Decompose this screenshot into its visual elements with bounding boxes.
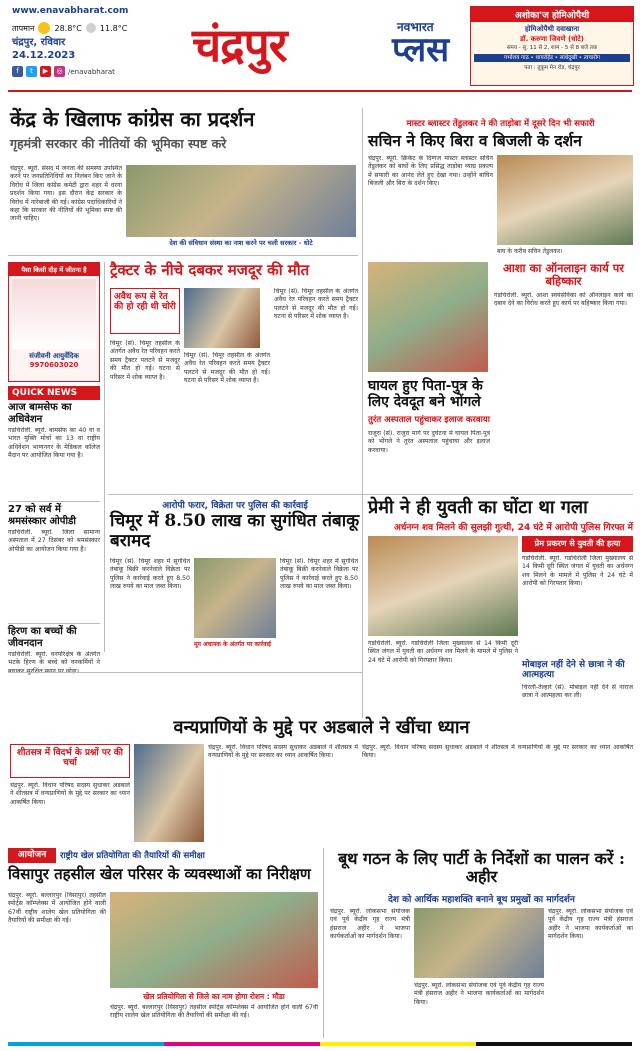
weather-label: तापमान	[12, 23, 35, 33]
sachin-body: चंद्रपुर. ब्यूरो. क्रिकेट के दिग्गज मास्टर ब्लास्टर सचिन तेंडुलकर को बाघों के लिए प्रसिद्ध ताड़ोबा व्याघ्र प्रकल्प में सफारी का आनंद लेते हुए देखा गया। उन्होंने बाघिन बिजली और बिरा के दर्शन किए।	[368, 155, 493, 188]
fatherson-headline[interactable]: घायल हुए पिता-पुत्र के लिए देवदूत बने भोंगले	[368, 378, 483, 411]
weather-widget	[12, 22, 127, 34]
ad-header: अशोका'ज होमिओपैथी	[471, 7, 633, 22]
tractor-side-headline: अवैध रूप से रेत की हो रही थी चोरी	[114, 292, 176, 313]
fatherson-subhead: तुरंत अस्पताल पहुंचाकर इलाज करवाया	[368, 415, 490, 425]
quick-news-divider	[8, 501, 100, 502]
brand-navbharat: नवभारत	[397, 20, 434, 34]
left-ad-phone[interactable]: 9970603020	[29, 361, 79, 369]
chimur-photo	[194, 558, 276, 638]
dateline	[12, 36, 75, 62]
left-ad-title: पैसा किसी दौड़ में जीतना है	[9, 263, 99, 276]
left-ad-brand: संजीवनी आयुर्वेदिक	[29, 352, 79, 360]
tractor-side-box	[110, 288, 180, 334]
premi-body: गडचिरोली. ब्यूरो. गडचिरोली जिला मुख्यालय से 14 किमी दूरी स्थित जंगल में युवती का अर्धनग्न शव मिलने के मामले में पुलिस ने 24 घंटे में आरोपी को गिरफ्तार किया।	[522, 555, 633, 588]
ad-doctor: डॉ. करुणा जिवणे (धोटे)	[520, 35, 584, 43]
quick-news-body: गडचिरोली. ब्यूरो. वनपरिक्षेत्र के अंतर्गत भटके हिरण के बच्चे को वनकर्मियों ने	[8, 651, 100, 667]
wildlife-body: चंद्रपुर. ब्यूरो. विधान परिषद सदस्य सुधाकर अडबाले ने शीतसत्र में वन्यप्राणियों के मुद्दे पर सरकार का ध्यान आकर्षित किया।	[10, 782, 130, 806]
booth-body-2: चंद्रपुर. ब्यूरो. लोकसभा संयोजक एवं पूर्व केंद्रीय गृह राज्य मंत्री हंसराज अहीर ने भाजपा कार्यकर्ताओं का मार्गदर्शन किया।	[414, 982, 544, 1006]
aayojan-tag: आयोजन	[8, 848, 56, 863]
temp-max: 28.8°C	[54, 23, 82, 33]
instagram-icon[interactable]: ◎	[54, 66, 65, 77]
ad-line: होमिओपैथी दवाखाना	[524, 25, 580, 33]
booth-body: चंद्रपुर. ब्यूरो. लोकसभा संयोजक एवं पूर्व केंद्रीय गृह राज्य मंत्री हंसराज अहीर ने भाजपा कार्यकर्ताओं का मार्गदर्शन किया।	[330, 908, 410, 941]
column-rule	[323, 848, 324, 1038]
print-registration-bar	[8, 1042, 632, 1046]
quick-news-item[interactable]	[8, 504, 100, 619]
social-handle: /enavabharat	[68, 67, 115, 76]
quick-news-divider	[8, 623, 100, 624]
wildlife-headline[interactable]: वन्यप्राणियों के मुद्दे पर अडबाले ने खींचा ध्यान	[173, 717, 470, 738]
asha-body: गडचिरोली. ब्यूरो. आशा स्वयंसेविका को ऑनलाइन कार्य का दबाव देने का विरोध करते हुए कार्य पर बहिष्कार किया गया।	[494, 292, 633, 308]
premi-side-box	[522, 536, 633, 552]
brand-plus: प्लस	[392, 30, 450, 70]
masthead-divider	[8, 90, 632, 92]
booth-subhead: देश को आर्थिक महाशक्ति बनाने बूथ प्रमुखों का मार्गदर्शन	[388, 895, 575, 905]
premi-side-headline: प्रेम प्रकरण से युवती की हत्या	[534, 539, 621, 548]
website-url[interactable]: www.enavabharat.com	[12, 6, 129, 16]
quick-news-headline: हिरण का बच्चों की जीवनदान	[8, 626, 77, 649]
sachin-kicker: मास्टर ब्लास्टर तेंडुलकर ने की ताड़ोबा में दूसरे दिन भी सफारी	[406, 119, 595, 129]
section-rule	[8, 255, 358, 256]
quick-news-body: गडचिरोली. ब्यूरो. जिला सामान्य अस्पताल में 27 दिसंबर को श्रमसंस्कार ओपीडी का आयोजन किया गया है।	[8, 529, 100, 553]
chimur-body-2: चिमूर (सं). चिमूर शहर में सुगंधित तंबाकू बिक्री करनेवाले विक्रेता पर पुलिस ने कार्रवाई करते हुए 8.50 लाख रुपये का माल जब्त किया।	[280, 558, 358, 591]
aayojan-headline[interactable]: विसापुर तहसील खेल परिसर के व्यवस्थाओं का निरीक्षण	[8, 865, 311, 883]
quick-news-body: गडचिरोली. ब्यूरो. बामसेफ का 40 वा व भारत मुक्ति मोर्चा का 13 वा राष्ट्रीय अधिवेशन भाग्यनगर के मेडिकल कॉलेज मैदान पर आयोजित किया गया है।	[8, 427, 100, 460]
top-advertisement[interactable]	[470, 6, 634, 86]
sachin-headline[interactable]: सचिन ने किए बिरा व बिजली के दर्शन	[368, 131, 582, 150]
mobile-body: चिरली-तेल्हारे (सं). मोबाइल नहीं देने से नाराज छात्रा ने आत्महत्या कर ली।	[522, 684, 633, 700]
wildlife-body-3: चंद्रपुर. ब्यूरो. विधान परिषद सदस्य सुधाकर अडबाले ने शीतसत्र में वन्यप्राणियों के मुद्दे पर सरकार का ध्यान आकर्षित किया।	[362, 744, 633, 760]
asha-headline[interactable]: आशा का ऑनलाइन कार्य पर बहिष्कार	[502, 261, 625, 289]
lead-subhead: गृहमंत्री सरकार की नीतियों की भूमिका स्पष्ट करे	[10, 136, 227, 151]
sachin-photo	[497, 155, 633, 245]
chimur-body: चिमूर (सं). चिमूर शहर में सुगंधित तंबाकू बिक्री करनेवाले विक्रेता पर पुलिस ने कार्रवाई करते हुए 8.50 लाख रुपये का माल जब्त किया।	[110, 558, 190, 591]
quick-news-list	[8, 402, 100, 741]
tractor-photo	[184, 288, 260, 348]
booth-body-3: चंद्रपुर. ब्यूरो. लोकसभा संयोजक एवं पूर्व केंद्रीय गृह राज्य मंत्री हंसराज अहीर ने भाजपा कार्यकर्ताओं का मार्गदर्शन किया।	[548, 908, 633, 941]
youtube-icon[interactable]: ▶	[40, 66, 51, 77]
lead-headline[interactable]: केंद्र के खिलाफ कांग्रेस का प्रदर्शन	[10, 107, 255, 131]
chimur-kicker: आरोपी फरार, विक्रेता पर पुलिस की कार्रवाई	[162, 501, 308, 511]
wildlife-side: शीतसत्र में विदर्भ के प्रश्नों पर की चर्चा	[16, 748, 124, 769]
section-rule	[108, 494, 633, 495]
section-rule	[8, 672, 363, 673]
issue-date: 24.12.2023	[12, 50, 76, 61]
wildlife-side-box	[10, 744, 130, 778]
column-rule	[104, 262, 105, 652]
city-day: चंद्रपुर, रविवार	[12, 37, 66, 48]
brand-city: चंद्रपुर	[192, 18, 287, 72]
wildlife-body-2: चंद्रपुर. ब्यूरो. विधान परिषद सदस्य सुधाकर अडबाले ने शीतसत्र में वन्यप्राणियों के मुद्दे पर सरकार का ध्यान आकर्षित किया।	[208, 744, 358, 760]
ad-services: गर्भाशय गाठ • थायरॉईड • सांधेदुखी • त्वचारोग	[474, 54, 630, 62]
tractor-body-2: चिमूर (सं). चिमूर तहसील के अंतर्गत अवैध रेत परिवहन करते समय ट्रैक्टर पलटने से मजदूर की मौत हो गई। घटना से परिसर में शोक व्याप्त है।	[184, 352, 270, 385]
facebook-icon[interactable]: f	[12, 66, 23, 77]
booth-headline[interactable]: बूथ गठन के लिए पार्टी के निर्देशों का पालन करें : अहीर	[338, 849, 625, 887]
moon-icon	[86, 23, 96, 33]
sun-icon	[38, 22, 50, 34]
quick-news-headline: आज बामसेफ का अधिवेशन	[8, 402, 72, 425]
aayojan-kicker: राष्ट्रीय खेल प्रतियोगिता की तैयारियों की समीक्षा	[60, 851, 205, 861]
aayojan-photo	[110, 892, 318, 988]
wildlife-photo	[134, 744, 204, 842]
quick-news-headline: 27 को सर्व में श्रमसंस्कार ओपीडी	[8, 504, 76, 527]
ad-address: पता : तुकूम मेन रोड, चंद्रपुर	[524, 65, 580, 71]
left-ad-image	[12, 279, 96, 349]
chimur-headline[interactable]: चिमूर में 8.50 लाख का सुगंधित तंबाकू बरामद	[110, 511, 360, 551]
column-rule	[362, 108, 363, 718]
ad-timing: समय - सु. 11 से 2, शाम - 5 से 8 बजे तक	[506, 45, 598, 51]
lead-body: चंद्रपुर. ब्यूरो. संसद में जनता की समस्या उपस्थित करने पर जनप्रतिनिधियों का निलंबन किए जाने के विरोध में जिला कांग्रेस कमेटी द्वारा शहर में धरना प्रदर्शन किया गया। इस दौरान केंद्र सरकार के विरोध में नारेबाजी की गई। कांग्रेस पदाधिकारियों ने कहा कि सरकार की नीतियों की भूमिका स्पष्ट की जानी चाहिए।	[10, 165, 122, 223]
premi-body-2: गडचिरोली. ब्यूरो. गडचिरोली जिला मुख्यालय से 14 किमी दूरी स्थित जंगल में युवती का अर्धनग्न शव मिलने के मामले में पुलिस ने 24 घंटे में आरोपी को गिरफ्तार किया।	[368, 640, 518, 664]
fatherson-body: राजुरा (सं). राजुरा मार्ग पर दुर्घटना में घायल पिता-पुत्र को भोंगले ने तुरंत अस्पताल पहुंचाया और इलाज करवाया।	[368, 430, 490, 454]
aayojan-body: चंद्रपुर. ब्यूरो. बल्लारपुर (विसापुर) तहसील स्पोर्ट्स कॉम्प्लेक्स में आयोजित होने वाली 67वीं राष्ट्रीय शालेय खेल प्रतियोगिता की तैयारियों की समीक्षा की गई।	[8, 892, 106, 925]
aayojan-caption: खेल प्रतियोगिता से जिले का नाम होगा रोशन : मौडा	[143, 992, 285, 1001]
social-links	[12, 66, 115, 77]
temp-min: 11.8°C	[99, 23, 128, 33]
premi-subhead: अर्धनग्न शव मिलने की सुलझी गुत्थी, 24 घंटे में आरोपी पुलिस गिरफ्त में	[393, 523, 633, 533]
chimur-side-kicker: मून अचानक के अंतर्गत पर कार्रवाई	[194, 641, 271, 648]
premi-photo	[368, 536, 518, 636]
asha-photo	[368, 262, 488, 372]
lead-photo	[126, 165, 356, 237]
lead-photo-caption: देश की संविधान संस्था का नाश करने पर चली सरकार - धोटे	[169, 239, 313, 247]
quick-news-title: QUICK NEWS	[8, 386, 100, 400]
aayojan-body-2: चंद्रपुर. ब्यूरो. बल्लारपुर (विसापुर) तहसील स्पोर्ट्स कॉम्प्लेक्स में आयोजित होने वाली 67वीं राष्ट्रीय शालेय खेल प्रतियोगिता की तैयारियों की समीक्षा की गई।	[110, 1004, 318, 1020]
tractor-body: चिमूर (सं). चिमूर तहसील के अंतर्गत अवैध रेत परिवहन करते समय ट्रैक्टर पलटने से मजदूर की मौत हो गई। घटना से परिसर में शोक व्याप्त है।	[110, 340, 180, 381]
tractor-body-3: चिमूर (सं). चिमूर तहसील के अंतर्गत अवैध रेत परिवहन करते समय ट्रैक्टर पलटने से मजदूर की मौत हो गई। घटना से परिसर में शोक व्याप्त है।	[274, 288, 358, 321]
mobile-headline[interactable]: मोबाइल नहीं देने से छात्रा ने की आत्महत्या	[522, 660, 625, 681]
twitter-icon[interactable]: t	[26, 66, 37, 77]
left-advertisement[interactable]	[8, 262, 100, 382]
quick-news-item[interactable]	[8, 402, 100, 497]
tractor-headline[interactable]: ट्रैक्टर के नीचे दबकर मजदूर की मौत	[110, 261, 310, 279]
booth-photo	[414, 908, 544, 978]
premi-headline[interactable]: प्रेमी ने ही युवती का घोंटा था गला	[368, 497, 588, 518]
sachin-caption: बाघ के करीब सचिन तेंडुलकर।	[497, 248, 563, 255]
